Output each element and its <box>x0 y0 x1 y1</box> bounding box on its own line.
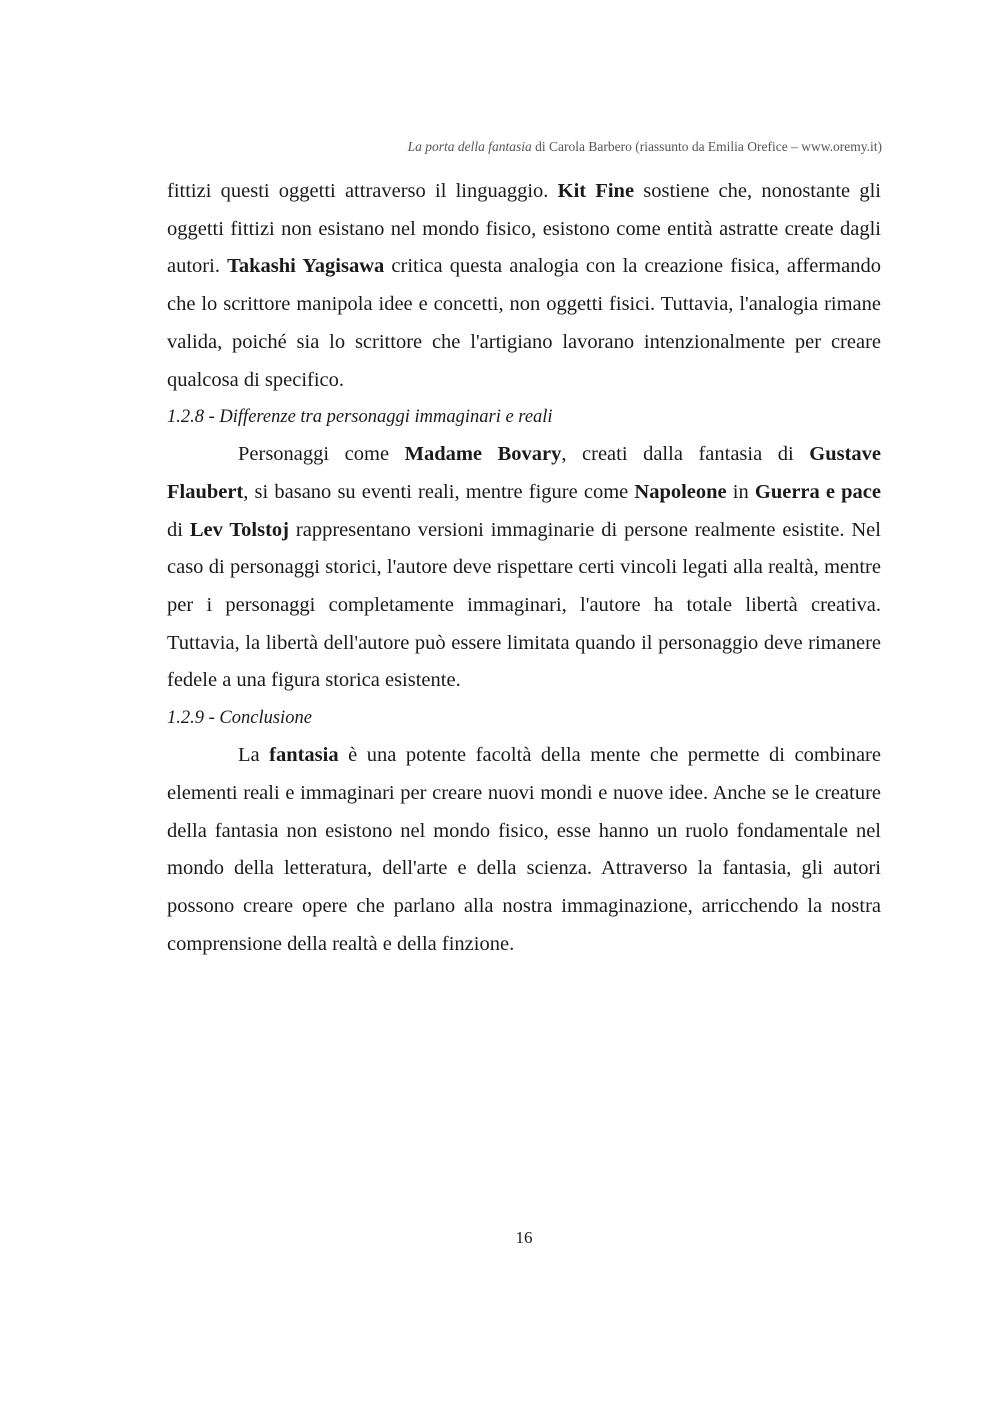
bold-name-kit-fine: Kit Fine <box>557 180 635 202</box>
running-header <box>408 139 882 155</box>
header-author-info: di Carola Barbero (riassunto da Emilia Orefice – www.oremy.it) <box>531 139 882 154</box>
text-run: La <box>238 744 270 767</box>
text-run: Personaggi come <box>238 443 405 466</box>
section-heading-1-2-9: 1.2.9 - Conclusione <box>167 708 312 729</box>
paragraph-continuation <box>167 173 881 399</box>
bold-madame-bovary: Madame Bovary <box>404 443 562 466</box>
bold-name-takashi-yagisawa: Takashi Yagisawa <box>227 255 385 278</box>
section-heading-1-2-8: 1.2.8 - Differenze tra personaggi immaginari e reali <box>167 407 553 428</box>
text-run: di <box>167 518 190 541</box>
text-run: , si basano su eventi reali, mentre figure come <box>243 480 635 503</box>
text-run: , creati dalla fantasia di <box>561 443 810 466</box>
bold-fantasia: fantasia <box>269 744 339 767</box>
body-text <box>167 173 881 963</box>
paragraph-section-1-2-8 <box>167 436 881 700</box>
text-run: rappresentano versioni immaginarie di persone realmente esistite. Nel caso di personaggi storici, l'autore deve rispettare certi vincoli legati alla realtà, mentre per i personaggi completamente immaginari, l'autore ha totale libertà creativa. Tuttavia, la libertà dell'autore può essere limitata quando il personaggio deve rimanere fedele a una figura storica esistente. <box>167 518 881 692</box>
page-number: 16 <box>515 1228 533 1247</box>
header-book-title: La porta della fantasia <box>407 139 532 154</box>
text-run: sostiene che, nonostante gli oggetti fittizi non esistano nel mondo fisico, esistono come entità astratte create dagli autori. <box>167 180 881 278</box>
bold-gustave-flaubert: Gustave Flaubert <box>167 443 881 503</box>
paragraph-section-1-2-9 <box>167 737 881 963</box>
text-run: fittizi questi oggetti attraverso il linguaggio. <box>167 180 558 202</box>
bold-guerra-e-pace: Guerra e pace <box>754 480 881 503</box>
bold-lev-tolstoj: Lev Tolstoj <box>189 518 290 541</box>
bold-napoleone: Napoleone <box>634 480 727 503</box>
text-run: critica questa analogia con la creazione fisica, affermando che lo scrittore manipola idee e concetti, non oggetti fisici. Tuttavia, l'analogia rimane valida, poiché sia lo scrittore che l'artigiano lavorano intenzionalmente per creare qualcosa di specifico. <box>167 255 881 391</box>
text-run: in <box>726 480 755 503</box>
text-run: è una potente facoltà della mente che permette di combinare elementi reali e immaginari per creare nuovi mondi e nuove idee. Anche se le creature della fantasia non esistono nel mondo fisico, esse hanno un ruolo fondamentale nel mondo della letteratura, dell'arte e della scienza. Attraverso la fantasia, gli autori possono creare opere che parlano alla nostra immaginazione, arricchendo la nostra comprensione della realtà e della finzione. <box>167 744 881 955</box>
